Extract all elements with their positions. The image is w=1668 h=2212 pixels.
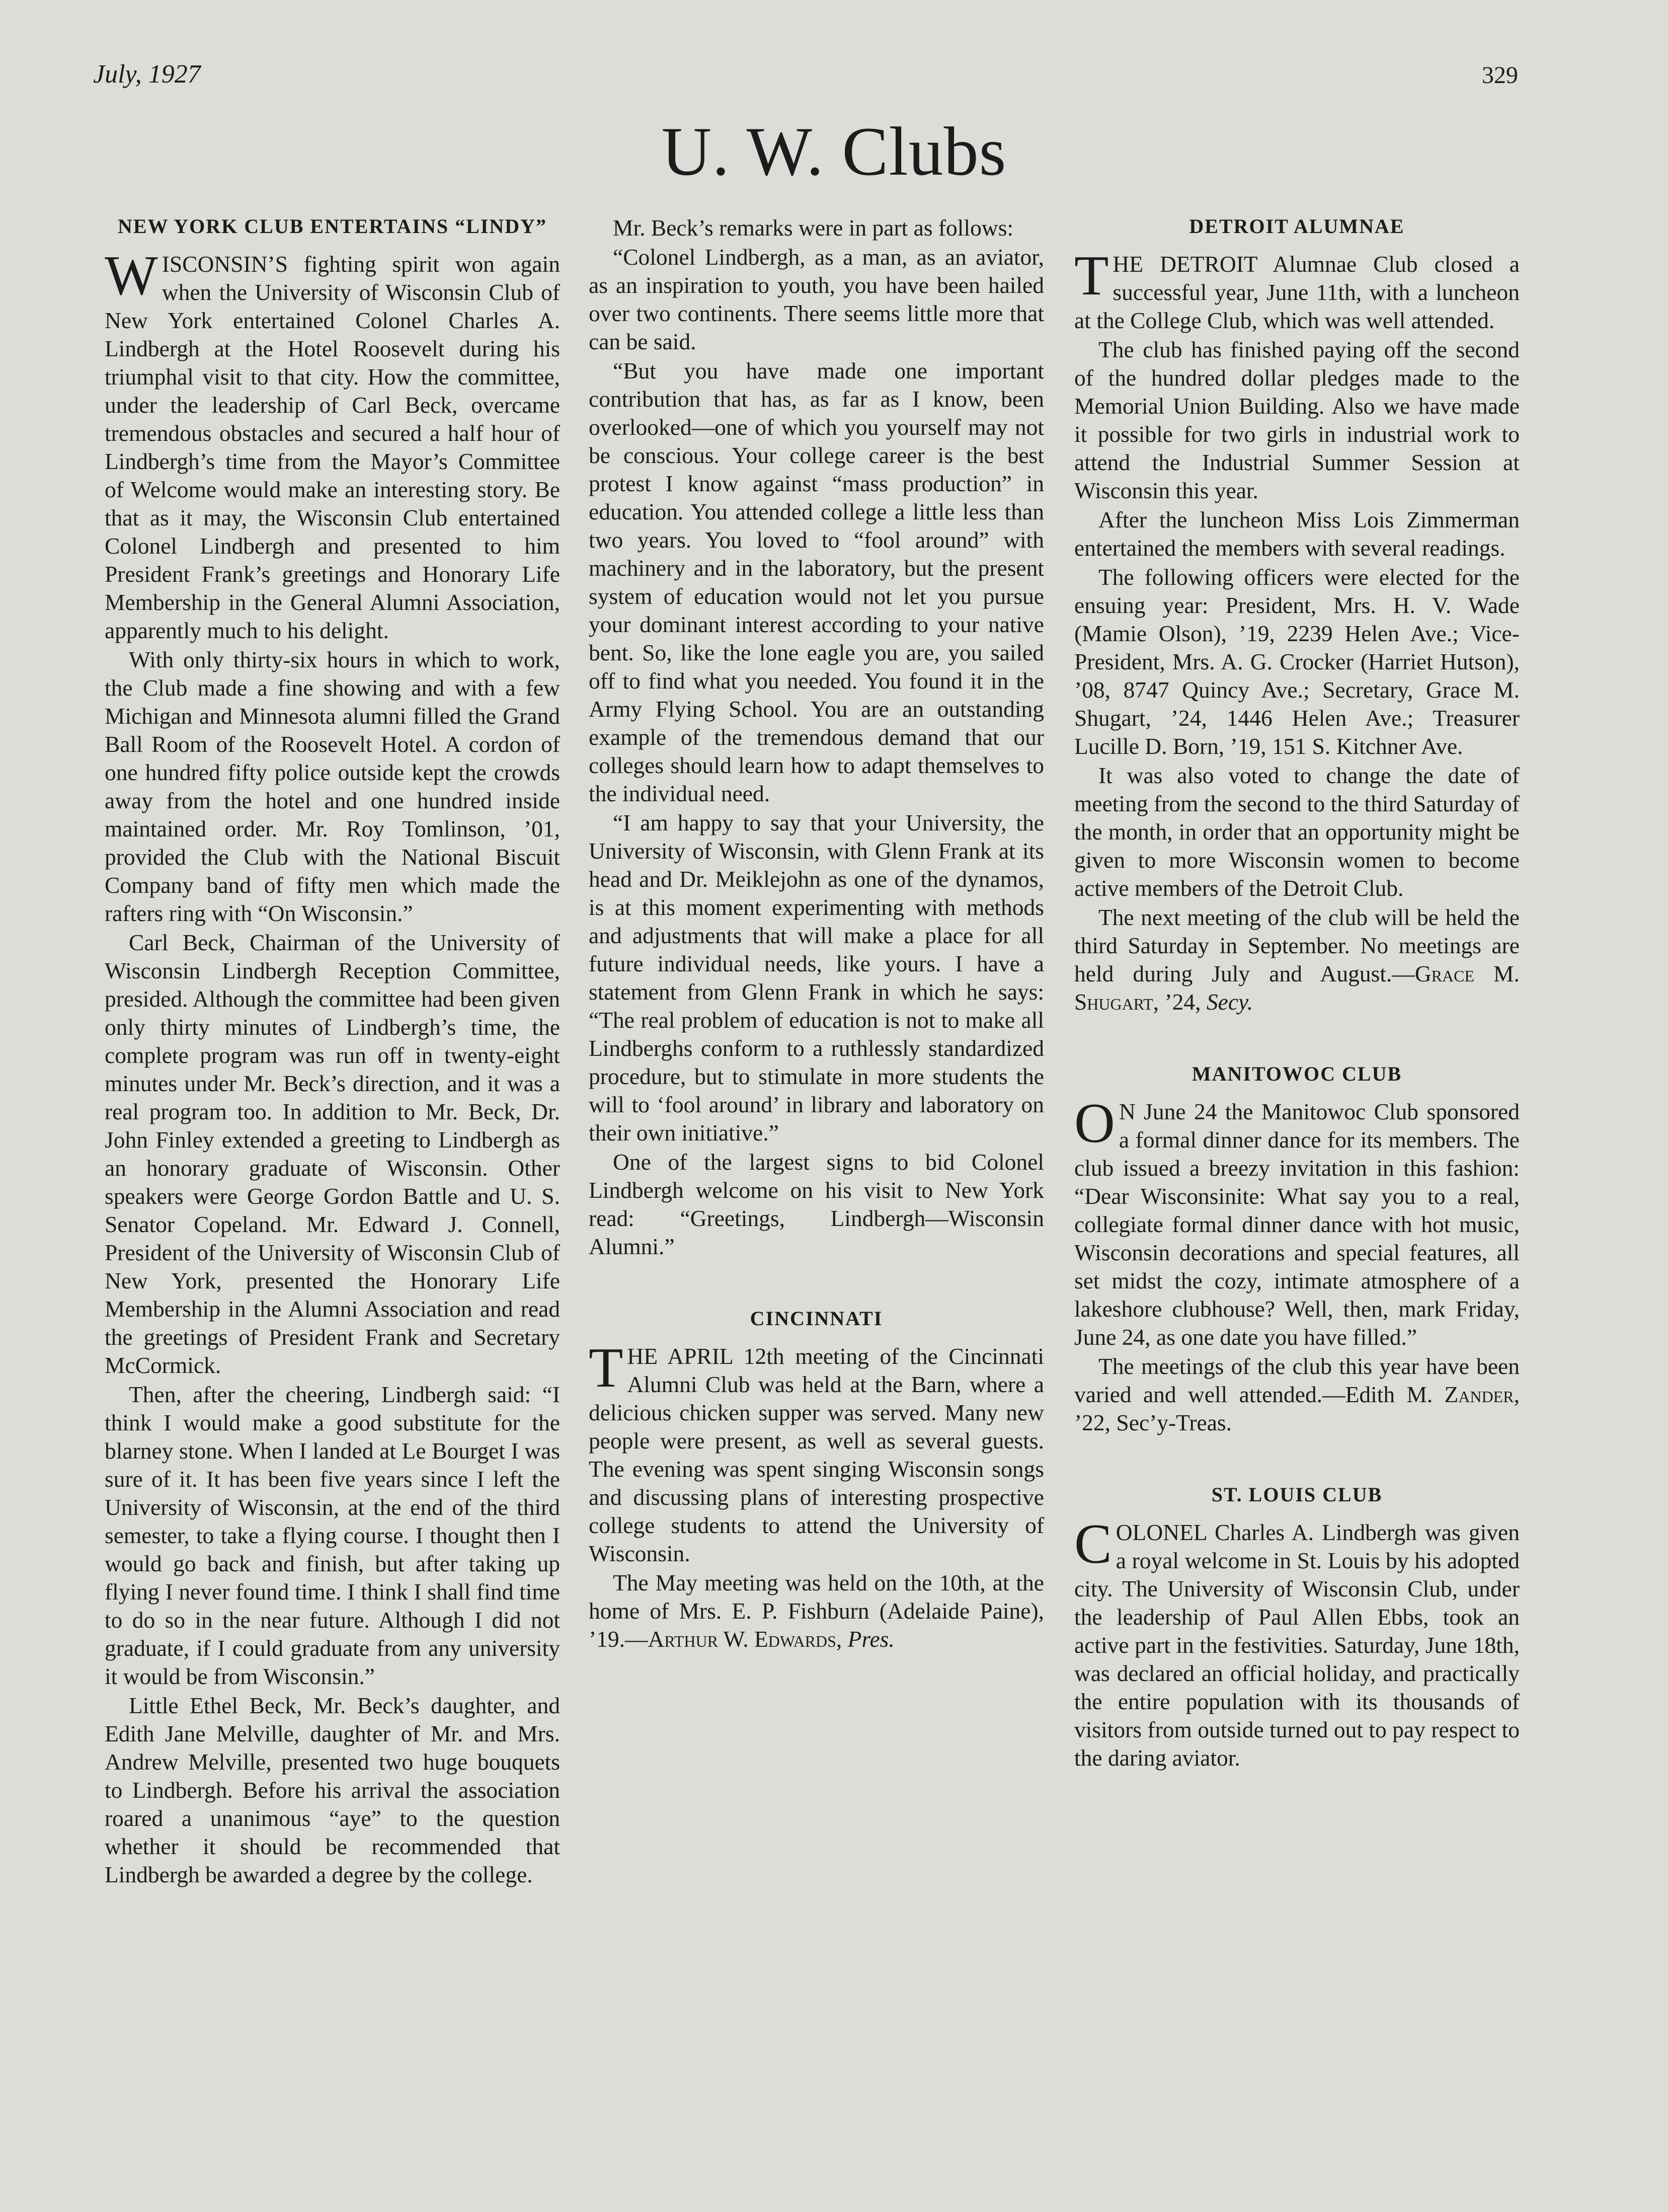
dropcap: T [1074,245,1109,307]
ny-club-paragraph: Little Ethel Beck, Mr. Beck’s daughter, and Edith Jane Melville, daughter of Mr. and Mrs. Andrew Melville, presented two huge bouquets to Lindbergh. Before his arrival the association roared a unanimous “aye” to the question whether it should be recommended that Lindbergh be awarded a degree by the college. [105,1693,560,1887]
signature-name: Arthur W. Edwards [648,1626,836,1652]
signature-name: Grace M. Shugart [1074,961,1520,1015]
detroit-paragraph [1074,903,1520,1016]
signature-name: Zander [1444,1382,1514,1407]
detroit-paragraph: The following officers were elected for the ensuing year: President, Mrs. H. V. Wade (Mamie Olson), ’19, 2239 Helen Ave.; Vice-President, Mrs. A. G. Crocker (Harriet Hutson), ’08, 8747 Quincy Ave.; Secretary, Grace M. Shugart, ’24, 1446 Helen Ave.; Treasurer Lucille D. Born, ’19, 151 S. Kitchner Ave. [1074,564,1520,759]
detroit-heading: DETROIT ALUMNAE [1189,215,1405,238]
manitowoc-paragraph [1074,1352,1520,1437]
cincinnati-heading: CINCINNATI [750,1307,883,1330]
cincinnati-paragraph [589,1337,1044,1568]
signature-title: Pres. [847,1626,895,1652]
paragraph-text: HE DETROIT Alumnae Club closed a successful year, June 11th, with a luncheon at the College Club, which was well attended. [1074,251,1520,333]
column-1 [105,214,560,1889]
ny-club-paragraph: “I am happy to say that your University, the University of Wisconsin, with Glenn Frank at its head and Dr. Meiklejohn as one of the dynamos, is at this moment experimenting with methods and adjustments that will make a place for all future individual needs, like yours. I have a statement from Glenn Frank in which he says: “The real problem of education is not to make all Lindberghs conform to a ruthlessly standardized procedure, but to stimulate in more students the will to ‘fool around’ in library and laboratory on their own initiative.” [589,810,1044,1146]
paragraph-text: HE APRIL 12th meeting of the Cincinnati Alumni Club was held at the Barn, where a delicious chicken supper was served. Many new people were present, as well as several guests. The evening was spent singing Wisconsin songs and discussing plans of interesting prospective college students to attend the University of Wisconsin. [589,1343,1044,1566]
signature-year: , ’24, [1153,989,1201,1015]
ny-club-paragraph [105,245,560,645]
dropcap: C [1074,1513,1112,1575]
paragraph-text: The May meeting was held on the 10th, at the home of Mrs. E. P. Fishburn (Adelaide Paine), ’19.— [589,1570,1044,1652]
manitowoc-paragraph [1074,1092,1520,1351]
ny-club-paragraph: “But you have made one important contribution that has, as far as I know, been overlooked—one of which you yourself may not be conscious. Your college career is the best protest I know against “mass production” in education. You attended college a little less than two years. You loved to “fool around” with machinery and in the laboratory, but the present system of education would not let you pursue your dominant interest according to your native bent. So, like the lone eagle you are, you sailed off to find what you needed. You found it in the Army Flying School. You are an outstanding example of the tremendous demand that our colleges should learn how to adapt themselves to the individual need. [589,358,1044,806]
detroit-paragraph: After the luncheon Miss Lois Zimmerman entertained the members with several readings. [1074,507,1520,561]
page-title: U. W. Clubs [661,113,1007,190]
ny-club-paragraph: Carl Beck, Chairman of the University of Wisconsin Lindbergh Reception Committee, presided. Although the committee had been given only thirty minutes of Lindbergh’s time, the complete program was run off in twenty-eight minutes under Mr. Beck’s direction, and it was a real program too. In addition to Mr. Beck, Dr. John Finley extended a greeting to Lindbergh as an honorary graduate of Wisconsin. Other speakers were George Gordon Battle and U. S. Senator Copeland. Mr. Edward J. Connell, President of the University of Wisconsin Club of New York, presented the Honorary Life Membership in the Alumni Association and read the greetings of President Frank and Secretary McCormick. [105,930,560,1378]
st-louis-heading: ST. LOUIS CLUB [1211,1483,1383,1506]
signature-title: Secy. [1206,989,1253,1015]
paragraph-text: The meetings of the club this year have been varied and well attended.—Edith M. [1074,1353,1520,1407]
ny-club-paragraph: Mr. Beck’s remarks were in part as follows: [613,215,1014,241]
detroit-paragraph: It was also voted to change the date of meeting from the second to the third Saturday of the month, in order that an opportunity might be given to more Wisconsin women to become active members of the Detroit Club. [1074,762,1520,901]
paragraph-text: N June 24 the Manitowoc Club sponsored a formal dinner dance for its members. The club issued a breezy invitation in this fashion: “Dear Wisconsinite: What say you to a real, collegiate formal dinner dance with hot music, Wisconsin decorations and special features, all set midst the cozy, intimate atmosphere of a lakeshore clubhouse? Well, then, mark Friday, June 24, as one date you have filled.” [1074,1099,1520,1350]
ny-club-paragraph: One of the largest signs to bid Colonel Lindbergh welcome on his visit to New York read: “Greetings, Lindbergh—Wisconsin Alumni.” [589,1149,1044,1259]
manitowoc-heading: MANITOWOC CLUB [1192,1062,1402,1085]
issue-date: July, 1927 [93,60,201,89]
column-3 [1074,214,1520,1772]
ny-club-heading: NEW YORK CLUB ENTERTAINS “LINDY” [117,215,547,238]
detroit-paragraph: The club has finished paying off the second of the hundred dollar pledges made to the Memorial Union Building. Also we have made it possible for two girls in industrial work to attend the Industrial Summer Session at Wisconsin this year. [1074,337,1520,503]
paragraph-text: OLONEL Charles A. Lindbergh was given a royal welcome in St. Louis by his adopted city. The University of Wisconsin Club, under the leadership of Paul Allen Ebbs, took an active part in the festivities. Saturday, June 18th, was declared an official holiday, and practically the entire population with its thousands of visitors from outside turned out to pay respect to the daring aviator. [1074,1519,1520,1771]
dropcap: T [589,1337,623,1399]
cincinnati-paragraph: The May meeting was held on the 10th, at the home of Mrs. E. P. Fishburn (Adelaide Paine), ’19.—Arthur W. Edwards, Pres. [589,1570,1044,1652]
ny-club-paragraph: “Colonel Lindbergh, as a man, as an aviator, as an inspiration to youth, you have been hailed over two continents. There seems little more that can be said. [589,244,1044,354]
paragraph-text: The next meeting of the club will be held the third Saturday in September. No meetings are held during July and August.— [1074,904,1520,986]
signature-rest: , ’22, Sec’y-Treas. [1074,1382,1520,1435]
ny-club-paragraph: Then, after the cheering, Lindbergh said: “I think I would make a good substitute for the blarney stone. When I landed at Le Bourget I was sure of it. It has been five years since I left the University of Wisconsin, at the end of the third semester, to take a flying course. I thought then I would go back and finish, but after taking up flying I never found time. I think I shall find time to do so in the near future. Although I did not graduate, if I could graduate from any university it would be from Wisconsin.” [105,1382,560,1689]
paragraph-text: ISCONSIN’S fighting spirit won again when the University of Wisconsin Club of New York entertained Colonel Charles A. Lindbergh at the Hotel Roosevelt during his triumphal visit to that city. How the committee, under the leadership of Carl Beck, overcame tremendous obstacles and secured a half hour of Lindbergh’s time from the Mayor’s Committee of Welcome would make an interesting story. Be that as it may, the Wisconsin Club entertained Colonel Lindbergh and presented to him President Frank’s greetings and Honorary Life Membership in the General Alumni Association, apparently much to his delight. [105,251,560,643]
page-number: 329 [1482,62,1518,89]
dropcap: W [105,245,158,307]
dropcap: O [1074,1092,1115,1155]
column-2 [589,214,1044,1653]
detroit-paragraph [1074,245,1520,335]
st-louis-paragraph [1074,1513,1520,1772]
ny-club-paragraph: With only thirty-six hours in which to work, the Club made a fine showing and with a few Michigan and Minnesota alumni filled the Grand Ball Room of the Roosevelt Hotel. A cordon of one hundred fifty police outside kept the crowds away from the hotel and one hundred inside maintained order. Mr. Roy Tomlinson, ’01, provided the Club with the National Biscuit Company band of fifty men which made the rafters ring with “On Wisconsin.” [105,647,560,926]
